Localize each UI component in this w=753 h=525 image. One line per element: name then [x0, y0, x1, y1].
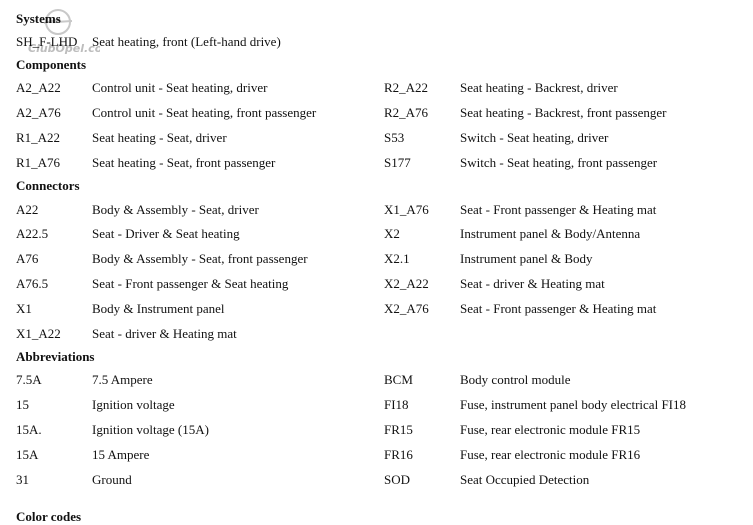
connector-desc: Seat - driver & Heating mat	[92, 325, 237, 341]
connector-code: A22.5	[16, 226, 49, 242]
connector-desc: Instrument panel & Body/Antenna	[460, 226, 641, 242]
connector-desc: Seat - Front passenger & Seat heating	[92, 275, 289, 291]
section-title-color-codes: Color codes	[16, 509, 82, 524]
connector-desc: Seat - Driver & Seat heating	[92, 226, 240, 242]
abbreviation-desc: Fuse, rear electronic module FR15	[460, 421, 641, 437]
components-table	[16, 76, 746, 175]
abbreviation-desc: Fuse, instrument panel body electrical FI18	[460, 397, 687, 413]
component-desc: Switch - Seat heating, front passenger	[460, 154, 658, 170]
abbreviation-code: FR16	[384, 446, 413, 462]
connector-code: X2_A22	[384, 275, 429, 291]
connector-code: X2_A76	[384, 300, 429, 316]
connector-code: A22	[16, 201, 39, 217]
component-code: R1_A76	[16, 154, 61, 170]
system-desc: Seat heating, front (Left-hand drive)	[92, 34, 281, 50]
component-code: R2_A22	[384, 80, 429, 96]
abbreviation-desc: Fuse, rear electronic module FR16	[460, 446, 641, 462]
component-code: A2_A76	[16, 105, 61, 121]
component-code: A2_A22	[16, 80, 61, 96]
abbreviation-desc: Seat Occupied Detection	[460, 471, 590, 487]
abbreviation-code: SOD	[384, 471, 411, 487]
component-desc: Seat heating - Backrest, driver	[460, 80, 618, 96]
connector-code: A76	[16, 251, 39, 267]
abbreviation-code: 15A.	[16, 421, 42, 437]
abbreviation-code: 15A	[16, 446, 39, 462]
connector-desc: Seat - Front passenger & Heating mat	[460, 201, 657, 217]
connector-code: X1_A76	[384, 201, 429, 217]
component-desc: Seat heating - Seat, driver	[92, 129, 227, 145]
component-desc: Switch - Seat heating, driver	[460, 129, 609, 145]
abbreviation-code: FR15	[384, 421, 413, 437]
abbreviation-desc: Ignition voltage (15A)	[92, 421, 209, 437]
abbreviation-desc: Ground	[92, 471, 132, 487]
component-desc: Control unit - Seat heating, front passenger	[92, 105, 317, 121]
abbreviation-code: 7.5A	[16, 372, 42, 388]
component-desc: Seat heating - Seat, front passenger	[92, 154, 276, 170]
abbreviation-desc: Body control module	[460, 372, 571, 388]
abbreviation-code: 31	[16, 471, 29, 487]
connector-desc: Seat - Front passenger & Heating mat	[460, 300, 657, 316]
connector-code: X2	[384, 226, 400, 242]
abbreviation-desc: 15 Ampere	[92, 446, 150, 462]
section-title-connectors: Connectors	[16, 178, 80, 194]
abbreviation-code: BCM	[384, 372, 413, 388]
section-title-abbreviations: Abbreviations	[16, 348, 95, 364]
component-code: R2_A76	[384, 105, 429, 121]
connector-desc: Seat - driver & Heating mat	[460, 275, 605, 291]
connector-desc: Body & Assembly - Seat, front passenger	[92, 251, 308, 267]
connector-code: A76.5	[16, 275, 49, 291]
abbreviations-table	[16, 368, 746, 492]
connector-desc: Body & Assembly - Seat, driver	[92, 201, 259, 217]
abbreviation-code: 15	[16, 397, 29, 413]
watermark-text: ClubOpel.c	[28, 42, 95, 55]
abbreviation-desc: Ignition voltage	[92, 397, 175, 413]
connector-desc: Instrument panel & Body	[460, 251, 593, 267]
section-title-components: Components	[16, 57, 87, 72]
legend-document	[16, 8, 746, 492]
abbreviation-desc: 7.5 Ampere	[92, 372, 153, 388]
systems-row	[16, 30, 746, 54]
component-code: S53	[384, 129, 405, 145]
component-desc: Seat heating - Backrest, front passenger	[460, 105, 667, 121]
connector-desc: Body & Instrument panel	[92, 300, 225, 316]
component-desc: Control unit - Seat heating, driver	[92, 80, 268, 96]
component-code: S177	[384, 154, 411, 170]
connectors-table	[16, 197, 746, 346]
abbreviation-code: FI18	[384, 397, 409, 413]
system-code: SH_F-LHD	[16, 34, 78, 50]
connector-code: X1	[16, 300, 32, 316]
component-code: R1_A22	[16, 129, 61, 145]
section-title-systems: Systems	[16, 11, 61, 26]
connector-code: X2.1	[384, 251, 410, 267]
connector-code: X1_A22	[16, 325, 61, 341]
